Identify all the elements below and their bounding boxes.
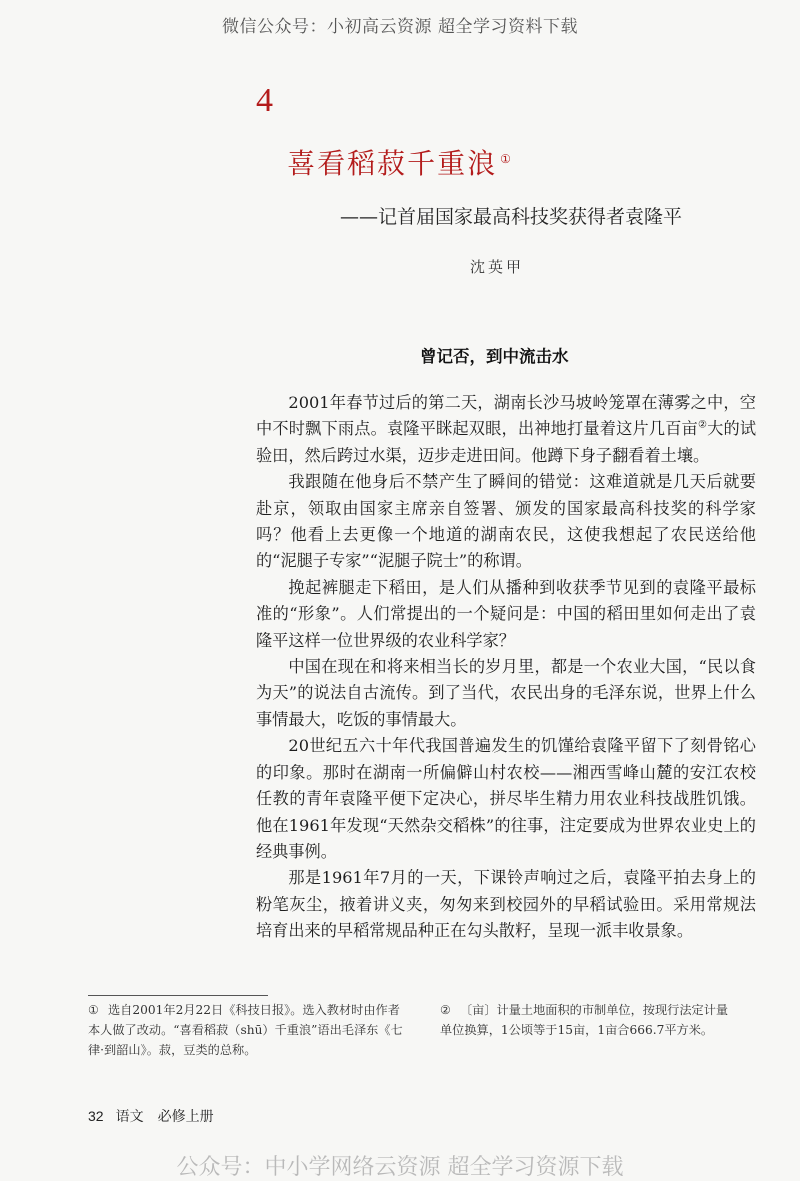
footnote-marker: ②	[440, 1003, 451, 1017]
author-name: 沈英甲	[470, 258, 525, 276]
paragraph: 20世纪五六十年代我国普遍发生的饥馑给袁隆平留下了刻骨铭心的印象。那时在湖南一所偏僻山村农校——湘西雪峰山麓的安江农校任教的青年袁隆平便下定决心，拼尽毕生精力用农业科技战胜饥饿。他在1961年发现“天然杂交稻株”的往事，注定要成为世界农业史上的经典事例。	[256, 736, 756, 861]
title-text: 喜看稻菽千重浪	[287, 147, 498, 180]
footnote-marker: ①	[88, 1003, 99, 1017]
paragraph: 中国在现在和将来相当长的岁月里，都是一个农业大国，“民以食为天”的说法自古流传。到了当代，农民出身的毛泽东说，世界上什么事情最大，吃饭的事情最大。	[256, 657, 756, 729]
page-footer	[88, 1106, 214, 1126]
footnote-divider	[88, 995, 268, 996]
paragraph: 我跟随在他身后不禁产生了瞬间的错觉：这难道就是几天后就要赴京，领取由国家主席亲自签署、颁发的国家最高科技奖的科学家吗？他看上去更像一个地道的湖南农民，这使我想起了农民送给他的“泥腿子专家”“泥腿子院士”的称谓。	[256, 472, 756, 571]
article-subtitle: ——记首届国家最高科技奖获得者袁隆平	[340, 206, 683, 228]
bottom-watermark: 公众号：中小学网络云资源 超全学习资源下载	[176, 1155, 624, 1180]
top-watermark: 微信公众号：小初高云资源 超全学习资料下载	[222, 17, 578, 37]
title-footnote-marker: ①	[500, 151, 513, 166]
paragraph	[256, 390, 756, 469]
paragraph: 那是1961年7月的一天，下课铃声响过之后，袁隆平拍去身上的粉笔灰尘，掖着讲义夹，匆匆来到校园外的早稻试验田。采用常规法培育出来的早稻常规品种正在勾头散籽，呈现一派丰收景象。	[256, 868, 756, 941]
footnote-text: 〔亩〕计量土地面积的市制单位，按现行法定计量单位换算，1公顷等于15亩，1亩合666.7平方米。	[440, 1003, 729, 1037]
paragraph-text: 2001年春节过后的第二天，湖南长沙马坡岭笼罩在薄雾之中，空中不时飘下雨点。袁隆平眯起双眼，出神地打量着这片几百亩	[256, 393, 756, 439]
paragraph: 挽起裤腿走下稻田，是人们从播种到收获季节见到的袁隆平最标准的“形象”。人们常提出的一个疑问是：中国的稻田里如何走出了袁隆平这样一位世界级的农业科学家？	[256, 577, 756, 650]
article-title	[0, 142, 800, 182]
book-label: 语文 必修上册	[115, 1109, 214, 1125]
footnote-text: 选自2001年2月22日《科技日报》。选入教材时由作者本人做了改动。“喜看稻菽（shū）千重浪”语出毛泽东《七律·到韶山》。菽，豆类的总称。	[88, 1003, 403, 1057]
lesson-number: 4	[256, 82, 273, 119]
paragraph-text-tail: 大的试验田，然后跨过水渠，迈步走进田间。他蹲下身子翻看着土壤。	[256, 419, 757, 465]
article-body	[256, 390, 756, 945]
page-number: 32	[88, 1108, 104, 1124]
section-heading: 曾记否，到中流击水	[420, 347, 569, 366]
footnote	[440, 1000, 740, 1040]
footnote	[88, 1000, 406, 1060]
footnote-marker: ②	[697, 420, 708, 432]
